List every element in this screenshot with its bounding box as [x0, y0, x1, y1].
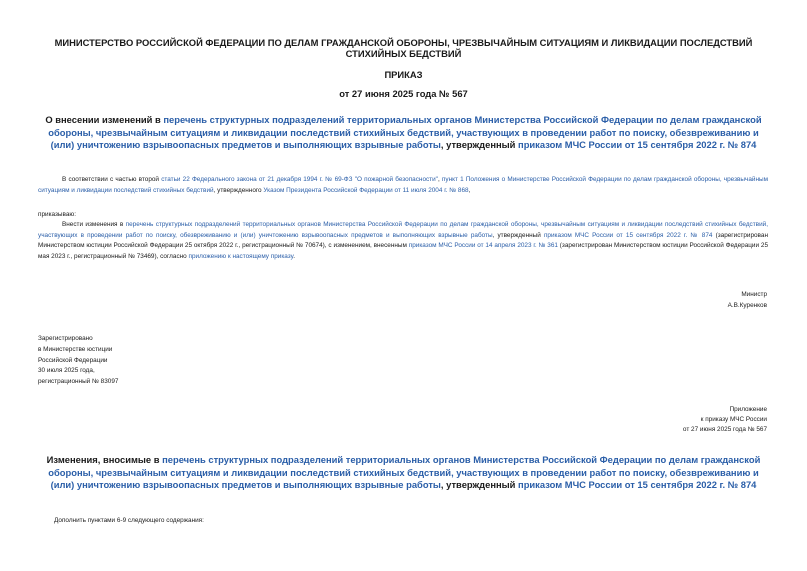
order-361-link[interactable]: приказом МЧС России от 14 апреля 2023 г. № 361 — [408, 242, 558, 250]
appendix-title-middle: , утвержденный — [440, 479, 519, 490]
order-title-list-link[interactable]: перечень структурных подразделений территориальных органов Министерства Российской Федерации по делам гражданской обороны, чрезвычайным ситуациям и ликвидации последствий стихийных бедствий, участвующих в проведении работ по поиску, обезвреживанию и (или) уничтожению взрывоопасных предметов и выполняющих взрывные работы — [48, 114, 762, 150]
order-title-prefix: О внесении изменений в — [45, 114, 164, 125]
federal-law-link[interactable]: статьи 22 Федерального закона от 21 декабря 1994 г. № 69-ФЗ "О пожарной безопасности" — [161, 176, 438, 183]
list-link[interactable]: перечень структурных подразделений территориальных органов Министерства Российской Федерации по делам гражданской обороны, чрезвычайным ситуациям и ликвидации последствий стихийных бедствий, участвующих в проведении работ по поиску, обезвреживанию и (или) уничтожению взрывоопасных предметов и выполняющих взрывные работы — [38, 221, 768, 239]
order-text-5: . — [293, 253, 295, 261]
preamble-text-3: , утвержденного — [213, 186, 264, 194]
appendix-line: от 27 июня 2025 года № 567 — [682, 426, 767, 434]
order-command-word: приказываю: — [38, 211, 76, 218]
appendix-link[interactable]: приложению к настоящему приказу — [188, 253, 294, 261]
signer-position: Министр — [741, 291, 767, 298]
appendix-title-list-link[interactable]: перечень структурных подразделений территориальных органов Министерства Российской Федерации по делам гражданской обороны, чрезвычайным ситуациям и ликвидации последствий стихийных бедствий, участвующих в проведении работ по поиску, обезвреживанию и (или) уничтожению взрывоопасных предметов и выполняющих взрывные работы — [48, 454, 761, 490]
order-title-middle: , утвержденный — [440, 139, 519, 150]
registration-line: в Министерстве юстиции — [38, 345, 113, 353]
preamble-paragraph — [38, 175, 768, 196]
order-paragraph — [38, 220, 768, 263]
order-date-number: от 27 июня 2025 года № 567 — [339, 88, 468, 99]
registration-line: Российской Федерации — [38, 356, 108, 364]
amendment-instruction: Дополнить пунктами 6-9 следующего содержания: — [54, 517, 204, 524]
preamble-text-2: , — [437, 176, 442, 183]
registration-line: Зарегистрировано — [38, 335, 93, 342]
appendix-title — [40, 454, 767, 492]
ministry-regulation-link[interactable]: пункт 1 Положения о Министерстве Российской Федерации по делам гражданской обороны, чрезвычайным ситуациям и ликвидации последствий стихийных бедствий — [38, 176, 768, 194]
order-text-2: , утвержденный — [492, 231, 544, 239]
order-text-4: (зарегистрирован Министерством юстиции Российской Федерации 25 мая 2023 г., регистрационный № 73469), согласно — [38, 242, 769, 261]
appendix-title-order-link[interactable]: приказом МЧС России от 15 сентября 2022 г. № 874 — [518, 479, 757, 490]
registration-block — [38, 334, 238, 388]
document-type: ПРИКАЗ — [384, 69, 423, 80]
presidential-decree-link[interactable]: Указом Президента Российской Федерации от 11 июля 2004 г. № 868 — [263, 186, 469, 194]
preamble-text-1: В соответствии с частью второй — [62, 176, 162, 183]
order-text-1: Внести изменения в — [62, 221, 126, 228]
order-title-order-link[interactable]: приказом МЧС России от 15 сентября 2022 г. № 874 — [518, 139, 757, 150]
registration-line: регистрационный № 83097 — [38, 378, 119, 386]
order-874-link[interactable]: приказом МЧС России от 15 сентября 2022 г. № 874 — [543, 231, 713, 239]
order-text-3: (зарегистрирован Министерством юстиции Российской Федерации 25 октября 2022 г., регистрационный № 70674), с изменением, внесенным — [38, 231, 768, 250]
appendix-line: Приложение — [729, 406, 767, 413]
signer-name: А.В.Куренков — [727, 302, 767, 309]
order-title — [40, 114, 767, 152]
registration-line: 30 июля 2025 года, — [38, 367, 95, 375]
appendix-title-prefix: Изменения, вносимые в — [46, 454, 163, 465]
ministry-name: МИНИСТЕРСТВО РОССИЙСКОЙ ФЕДЕРАЦИИ ПО ДЕЛАМ ГРАЖДАНСКОЙ ОБОРОНЫ, ЧРЕЗВЫЧАЙНЫМ СИТУАЦИЯМ И ЛИКВИДАЦИИ ПОСЛЕДСТВИЙ СТИХИЙНЫХ БЕДСТВИЙ — [54, 37, 753, 59]
appendix-header — [567, 405, 767, 436]
preamble-text-4: , — [468, 186, 471, 194]
appendix-line: к приказу МЧС России — [700, 416, 767, 424]
